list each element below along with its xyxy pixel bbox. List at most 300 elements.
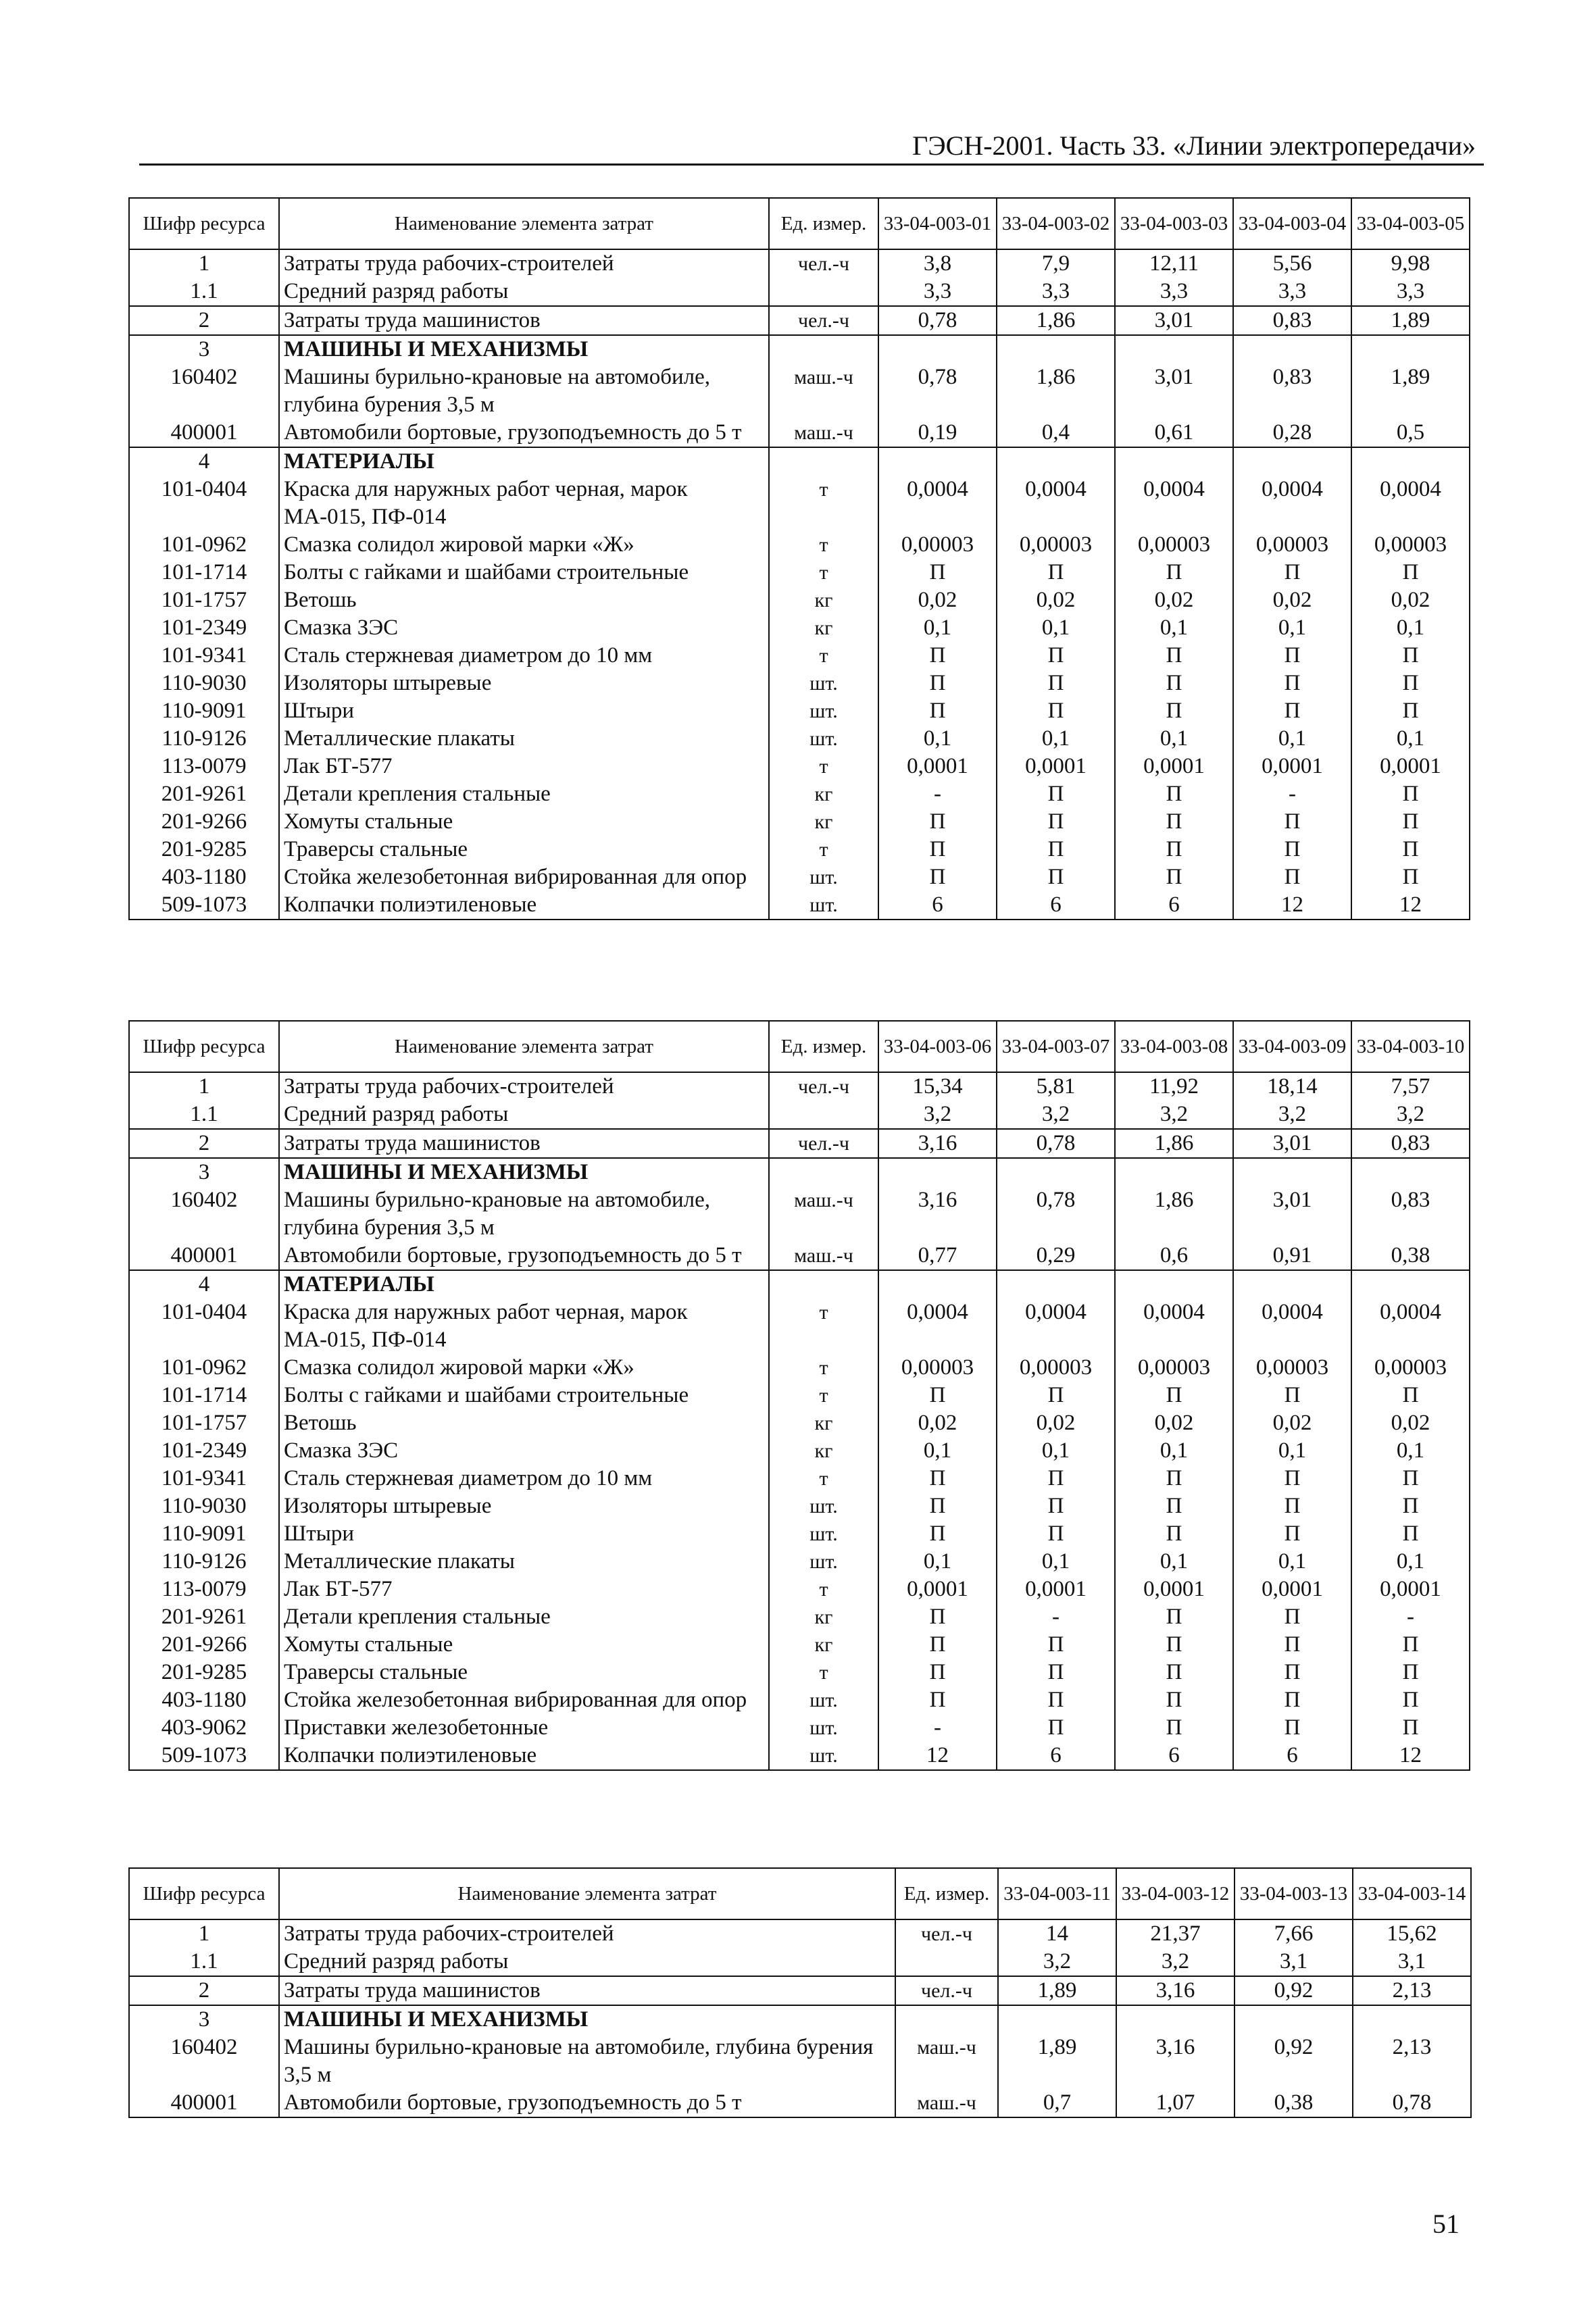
unit-of-measure (769, 278, 878, 306)
unit-of-measure: кг (769, 808, 878, 836)
resource-code: 101-1714 (129, 1382, 279, 1409)
norm-value: 6 (1233, 1742, 1351, 1770)
column-header: Шифр ресурса (129, 1868, 279, 1919)
norm-value: П (1233, 1659, 1351, 1686)
norm-value: П (878, 1631, 997, 1659)
norm-value: 3,2 (1233, 1101, 1351, 1129)
norm-value: П (997, 1382, 1115, 1409)
column-header: Шифр ресурса (129, 1021, 279, 1072)
unit-of-measure (769, 335, 878, 363)
norm-value: П (878, 863, 997, 891)
norm-value: 3,8 (878, 249, 997, 278)
resource-code: 509-1073 (129, 1742, 279, 1770)
norm-value: 3,01 (1115, 306, 1233, 335)
column-header: 33-04-003-13 (1235, 1868, 1353, 1919)
cost-element-name: Затраты труда рабочих-строителей (279, 249, 769, 278)
norm-value: П (1351, 1465, 1470, 1492)
unit-of-measure (895, 2005, 998, 2034)
norm-value: 6 (878, 891, 997, 920)
norm-value: 0,1 (997, 1548, 1115, 1576)
norm-value: П (997, 863, 1115, 891)
norm-value: П (1233, 836, 1351, 863)
norm-value: 0,38 (1235, 2089, 1353, 2117)
table-row (129, 1101, 1470, 1129)
unit-of-measure: маш.-ч (895, 2089, 998, 2117)
norm-value: 0,78 (997, 1186, 1115, 1242)
norm-value: П (1351, 1520, 1470, 1548)
resource-code: 101-0962 (129, 531, 279, 559)
unit-of-measure: т (769, 559, 878, 586)
unit-of-measure: т (769, 836, 878, 863)
norm-value: 3,2 (1115, 1101, 1233, 1129)
table-row (129, 2089, 1471, 2117)
norm-value (1353, 2005, 1471, 2034)
unit-of-measure: шт. (769, 670, 878, 697)
norm-value: 0,83 (1233, 363, 1351, 419)
norm-value (1351, 1158, 1470, 1186)
norm-value: 0,00003 (1115, 1354, 1233, 1382)
column-header: 33-04-003-14 (1353, 1868, 1471, 1919)
cost-element-name: Краска для наружных работ черная, марок МА-015, ПФ-014 (279, 476, 769, 531)
resource-code: 101-0962 (129, 1354, 279, 1382)
norm-value: П (997, 1465, 1115, 1492)
unit-of-measure: чел.-ч (769, 306, 878, 335)
norm-value: 12 (1233, 891, 1351, 920)
norm-value: 0,83 (1233, 306, 1351, 335)
norm-value: 15,34 (878, 1072, 997, 1101)
norm-value: 1,89 (1351, 363, 1470, 419)
norm-value: 0,78 (878, 363, 997, 419)
norm-value: 1,89 (998, 1976, 1116, 2005)
table-row (129, 1492, 1470, 1520)
table-row (129, 1409, 1470, 1437)
resource-code: 4 (129, 1270, 279, 1299)
cost-element-name: Стойка железобетонная вибрированная для опор (279, 863, 769, 891)
norm-value: 2,13 (1353, 2034, 1471, 2089)
norm-value: П (997, 642, 1115, 670)
norm-value: 0,77 (878, 1242, 997, 1270)
resource-code: 101-1714 (129, 559, 279, 586)
norm-value: 0,02 (1233, 586, 1351, 614)
norm-value (1115, 1158, 1233, 1186)
norm-value: 0,0001 (997, 753, 1115, 780)
cost-element-name: Смазка ЗЭС (279, 614, 769, 642)
norm-value: 0,0004 (1351, 476, 1470, 531)
cost-element-name: МАШИНЫ И МЕХАНИЗМЫ (279, 1158, 769, 1186)
norm-value: П (1233, 670, 1351, 697)
unit-of-measure: шт. (769, 697, 878, 725)
norm-value: 2,13 (1353, 1976, 1471, 2005)
norm-value (998, 2005, 1116, 2034)
column-header: Ед. измер. (769, 1021, 878, 1072)
norm-value: П (1233, 559, 1351, 586)
norm-value: 0,38 (1351, 1242, 1470, 1270)
norm-value: 3,3 (1351, 278, 1470, 306)
norm-value: П (878, 670, 997, 697)
cost-element-name: Детали крепления стальные (279, 1603, 769, 1631)
cost-element-name: Смазка ЗЭС (279, 1437, 769, 1465)
resource-code: 2 (129, 306, 279, 335)
table-row (129, 1976, 1471, 2005)
norm-value: 12,11 (1115, 249, 1233, 278)
resource-code: 201-9285 (129, 1659, 279, 1686)
norm-value: П (878, 836, 997, 863)
norm-value: 0,1 (878, 1548, 997, 1576)
cost-element-name: Хомуты стальные (279, 808, 769, 836)
norm-value: П (1233, 1714, 1351, 1742)
unit-of-measure: маш.-ч (769, 1242, 878, 1270)
resource-code: 400001 (129, 419, 279, 447)
norm-value: 7,57 (1351, 1072, 1470, 1101)
norm-value: П (1233, 1686, 1351, 1714)
cost-element-name: Затраты труда машинистов (279, 306, 769, 335)
resource-code: 201-9261 (129, 1603, 279, 1631)
cost-element-name: Штыри (279, 697, 769, 725)
cost-element-name: Сталь стержневая диаметром до 10 мм (279, 642, 769, 670)
norm-value: П (1351, 642, 1470, 670)
norm-value: 0,00003 (997, 1354, 1115, 1382)
cost-element-name: МАТЕРИАЛЫ (279, 1270, 769, 1299)
norm-value: 0,0001 (997, 1576, 1115, 1603)
table-row (129, 1576, 1470, 1603)
norm-value: 0,78 (878, 306, 997, 335)
norm-value: 7,9 (997, 249, 1115, 278)
column-header: Ед. измер. (895, 1868, 998, 1919)
unit-of-measure: т (769, 531, 878, 559)
table-row (129, 1659, 1470, 1686)
norm-value: 0,1 (1233, 725, 1351, 753)
norm-value: 0,0004 (1351, 1299, 1470, 1354)
norm-value: 0,02 (1351, 586, 1470, 614)
norm-value: 0,00003 (1351, 531, 1470, 559)
resource-code: 1 (129, 1072, 279, 1101)
norm-value: 0,1 (1351, 1437, 1470, 1465)
unit-of-measure (769, 1270, 878, 1299)
norm-value: П (1351, 836, 1470, 863)
resource-code: 110-9030 (129, 670, 279, 697)
resource-code: 509-1073 (129, 891, 279, 920)
cost-element-name: Затраты труда рабочих-строителей (279, 1072, 769, 1101)
unit-of-measure: чел.-ч (769, 1129, 878, 1158)
cost-element-name: МАТЕРИАЛЫ (279, 447, 769, 476)
cost-element-name: Средний разряд работы (279, 1948, 895, 1976)
cost-element-name: Траверсы стальные (279, 1659, 769, 1686)
unit-of-measure: т (769, 753, 878, 780)
norm-value: 5,56 (1233, 249, 1351, 278)
norm-value: 0,92 (1235, 1976, 1353, 2005)
norm-value (1233, 447, 1351, 476)
norm-value: П (878, 642, 997, 670)
norm-value: П (1351, 1714, 1470, 1742)
norm-value (1351, 1270, 1470, 1299)
table-row (129, 697, 1470, 725)
unit-of-measure: т (769, 642, 878, 670)
table-row (129, 1919, 1471, 1948)
table-row (129, 1299, 1470, 1354)
unit-of-measure: шт. (769, 725, 878, 753)
table-row (129, 808, 1470, 836)
cost-element-name: Затраты труда машинистов (279, 1129, 769, 1158)
table-row (129, 863, 1470, 891)
norm-value: П (997, 670, 1115, 697)
norm-value: П (878, 697, 997, 725)
norm-value: 0,1 (1351, 614, 1470, 642)
resource-code: 110-9126 (129, 725, 279, 753)
norm-value: П (1233, 1382, 1351, 1409)
table-row (129, 476, 1470, 531)
norm-value: 0,29 (997, 1242, 1115, 1270)
norm-value: 1,86 (997, 306, 1115, 335)
table-row (129, 1631, 1470, 1659)
norm-value: 0,78 (997, 1129, 1115, 1158)
cost-element-name: Ветошь (279, 586, 769, 614)
table-body (129, 1072, 1470, 1770)
norm-value: - (878, 780, 997, 808)
table-row (129, 1072, 1470, 1101)
norm-table-1 (128, 197, 1470, 920)
norm-value: 0,0004 (997, 1299, 1115, 1354)
unit-of-measure: т (769, 1382, 878, 1409)
norm-value: 15,62 (1353, 1919, 1471, 1948)
norm-value (878, 447, 997, 476)
norm-value: П (1115, 808, 1233, 836)
unit-of-measure: т (769, 1354, 878, 1382)
resource-code: 113-0079 (129, 753, 279, 780)
norm-value: 0,0001 (1351, 753, 1470, 780)
cost-element-name: Машины бурильно-крановые на автомобиле, глубина бурения 3,5 м (279, 1186, 769, 1242)
table-row (129, 780, 1470, 808)
norm-value: П (997, 697, 1115, 725)
norm-value: П (997, 1492, 1115, 1520)
table-body (129, 1919, 1471, 2117)
unit-of-measure (769, 1101, 878, 1129)
norm-value: 3,16 (878, 1129, 997, 1158)
norm-value: 0,02 (878, 586, 997, 614)
table-row (129, 1465, 1470, 1492)
norm-value: П (1115, 1603, 1233, 1631)
norm-value (1116, 2005, 1235, 2034)
norm-value (878, 335, 997, 363)
norm-value: П (1115, 670, 1233, 697)
norm-value: 0,0004 (878, 1299, 997, 1354)
norm-value (997, 447, 1115, 476)
norm-value: П (878, 1492, 997, 1520)
norm-value: П (878, 1520, 997, 1548)
resource-code: 1 (129, 249, 279, 278)
cost-element-name: Траверсы стальные (279, 836, 769, 863)
norm-value: П (997, 780, 1115, 808)
unit-of-measure: маш.-ч (769, 1186, 878, 1242)
norm-value: 0,1 (1233, 1437, 1351, 1465)
norm-table-3 (128, 1867, 1472, 2118)
table-row (129, 1520, 1470, 1548)
norm-value: 3,1 (1353, 1948, 1471, 1976)
norm-value (1115, 447, 1233, 476)
norm-value: 0,00003 (878, 531, 997, 559)
cost-element-name: Автомобили бортовые, грузоподъемность до 5 т (279, 419, 769, 447)
norm-value: 3,16 (878, 1186, 997, 1242)
norm-value: 3,2 (997, 1101, 1115, 1129)
cost-element-name: Металлические плакаты (279, 725, 769, 753)
unit-of-measure: т (769, 1465, 878, 1492)
norm-value: 0,0001 (878, 1576, 997, 1603)
norm-value: 0,1 (1115, 1437, 1233, 1465)
resource-code: 1 (129, 1919, 279, 1948)
norm-value: 0,00003 (1233, 531, 1351, 559)
norm-value: П (1115, 1714, 1233, 1742)
norm-value: П (997, 1520, 1115, 1548)
unit-of-measure: кг (769, 1631, 878, 1659)
norm-value: 12 (1351, 891, 1470, 920)
norm-value: П (1115, 863, 1233, 891)
cost-element-name: Лак БТ-577 (279, 1576, 769, 1603)
resource-code: 403-9062 (129, 1714, 279, 1742)
resource-code: 110-9030 (129, 1492, 279, 1520)
unit-of-measure: маш.-ч (895, 2034, 998, 2089)
norm-table-2 (128, 1020, 1470, 1771)
norm-value: 3,1 (1235, 1948, 1353, 1976)
resource-code: 101-1757 (129, 586, 279, 614)
norm-value: 3,2 (878, 1101, 997, 1129)
unit-of-measure: т (769, 1659, 878, 1686)
column-header: 33-04-003-04 (1233, 198, 1351, 249)
column-header: 33-04-003-12 (1116, 1868, 1235, 1919)
table-row (129, 670, 1470, 697)
column-header: 33-04-003-06 (878, 1021, 997, 1072)
column-header: 33-04-003-11 (998, 1868, 1116, 1919)
table-row (129, 447, 1470, 476)
table-row (129, 1603, 1470, 1631)
norm-value: 0,1 (1351, 1548, 1470, 1576)
norm-value: 0,0001 (878, 753, 997, 780)
norm-value: 3,16 (1116, 2034, 1235, 2089)
norm-value: П (1115, 1520, 1233, 1548)
norm-value: 0,00003 (1351, 1354, 1470, 1382)
cost-element-name: Смазка солидол жировой марки «Ж» (279, 531, 769, 559)
norm-value: 3,01 (1233, 1129, 1351, 1158)
norm-value: 0,02 (1115, 586, 1233, 614)
unit-of-measure: кг (769, 614, 878, 642)
resource-code: 3 (129, 335, 279, 363)
norm-value: 0,5 (1351, 419, 1470, 447)
resource-code: 3 (129, 1158, 279, 1186)
norm-value: П (1115, 642, 1233, 670)
norm-value: П (997, 1659, 1115, 1686)
resource-code: 201-9266 (129, 808, 279, 836)
table-row (129, 278, 1470, 306)
norm-value: П (1115, 1382, 1233, 1409)
unit-of-measure (895, 1948, 998, 1976)
norm-value: 9,98 (1351, 249, 1470, 278)
resource-code: 403-1180 (129, 863, 279, 891)
norm-value (1235, 2005, 1353, 2034)
unit-of-measure: т (769, 476, 878, 531)
resource-code: 101-1757 (129, 1409, 279, 1437)
norm-value: 0,00003 (1115, 531, 1233, 559)
unit-of-measure: шт. (769, 1742, 878, 1770)
table-header-row (129, 1868, 1471, 1919)
table-row (129, 306, 1470, 335)
norm-value: 0,1 (878, 1437, 997, 1465)
norm-value: 0,1 (1233, 1548, 1351, 1576)
norm-value: П (1351, 1631, 1470, 1659)
norm-value: П (878, 1465, 997, 1492)
cost-element-name: Затраты труда рабочих-строителей (279, 1919, 895, 1948)
norm-value: 0,0001 (1115, 753, 1233, 780)
norm-value: 3,16 (1116, 1976, 1235, 2005)
norm-value: 7,66 (1235, 1919, 1353, 1948)
unit-of-measure: чел.-ч (895, 1976, 998, 2005)
cost-element-name: Штыри (279, 1520, 769, 1548)
resource-code: 101-0404 (129, 1299, 279, 1354)
unit-of-measure: шт. (769, 1548, 878, 1576)
norm-value: П (997, 808, 1115, 836)
norm-value: 12 (1351, 1742, 1470, 1770)
unit-of-measure (769, 447, 878, 476)
resource-code: 403-1180 (129, 1686, 279, 1714)
unit-of-measure: т (769, 1576, 878, 1603)
cost-element-name: Автомобили бортовые, грузоподъемность до 5 т (279, 2089, 895, 2117)
norm-value: П (1115, 697, 1233, 725)
norm-value: 1,07 (1116, 2089, 1235, 2117)
resource-code: 110-9126 (129, 1548, 279, 1576)
norm-value: 0,4 (997, 419, 1115, 447)
norm-value: - (1351, 1603, 1470, 1631)
page-header-title: ГЭСН-2001. Часть 33. «Линии электропередачи» (912, 130, 1476, 161)
table-row (129, 891, 1470, 920)
norm-value: П (1233, 697, 1351, 725)
norm-value: 0,0004 (997, 476, 1115, 531)
norm-value: П (1233, 1492, 1351, 1520)
norm-value: 12 (878, 1742, 997, 1770)
cost-element-name: Смазка солидол жировой марки «Ж» (279, 1354, 769, 1382)
table-row (129, 753, 1470, 780)
resource-code: 2 (129, 1129, 279, 1158)
norm-value: 0,1 (1115, 725, 1233, 753)
cost-element-name: Краска для наружных работ черная, марок МА-015, ПФ-014 (279, 1299, 769, 1354)
norm-value: 0,7 (998, 2089, 1116, 2117)
norm-value: 0,1 (997, 725, 1115, 753)
norm-value: 0,1 (1351, 725, 1470, 753)
table-row (129, 642, 1470, 670)
norm-value: 0,0004 (1115, 1299, 1233, 1354)
cost-element-name: Затраты труда машинистов (279, 1976, 895, 2005)
norm-value: П (1233, 1520, 1351, 1548)
norm-value: 0,0001 (1233, 753, 1351, 780)
page-number: 51 (1432, 2209, 1460, 2239)
norm-value: 0,19 (878, 419, 997, 447)
norm-value: 0,00003 (878, 1354, 997, 1382)
norm-value: 6 (997, 1742, 1115, 1770)
norm-value: П (1351, 1492, 1470, 1520)
norm-value: П (1351, 808, 1470, 836)
norm-value: П (997, 1631, 1115, 1659)
norm-value: 11,92 (1115, 1072, 1233, 1101)
unit-of-measure: т (769, 1299, 878, 1354)
resource-code: 2 (129, 1976, 279, 2005)
norm-value: 0,1 (1115, 1548, 1233, 1576)
norm-value: П (1115, 559, 1233, 586)
table-body (129, 249, 1470, 920)
norm-value: П (1115, 1492, 1233, 1520)
norm-value: 0,0004 (1233, 1299, 1351, 1354)
unit-of-measure: чел.-ч (895, 1919, 998, 1948)
table-row (129, 1437, 1470, 1465)
norm-value: 0,1 (1115, 614, 1233, 642)
norm-value: П (1115, 1686, 1233, 1714)
unit-of-measure: кг (769, 586, 878, 614)
norm-value: П (1233, 863, 1351, 891)
